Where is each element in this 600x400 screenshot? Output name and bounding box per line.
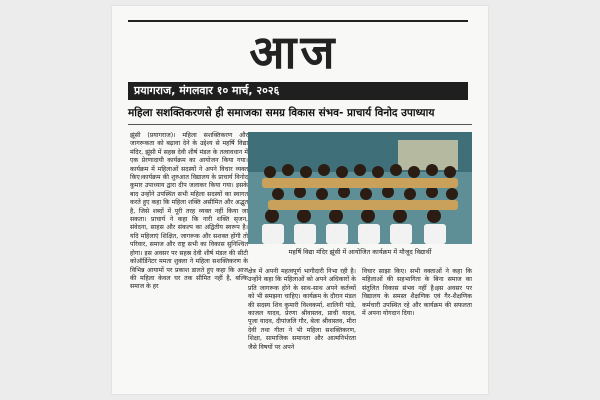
article-lead-column: झूंसी (प्रयागराज)। महिला सशक्तिकरण और जागरूकता को बढ़ावा देने के उद्देश्य से महर्षि विद्या मंदिर, झूंसी में सहस्र देवी शीर्ष मंडल के तत्वावधान में एक प्रेरणादायी कार्यक्रम का आयोजन किया गया। कार्यक्रम में महिलाओं सदस्यों ने अपने विचार व्यक्त किए।कार्यक्रम की शुरुआत विद्यालय के प्राचार्य विनोद कुमार उपाध्याय द्वारा दीप जलाकर किया गया। इसके बाद उन्होंने उपस्थित सभी महिला सदस्यों का स्वागत करते हुए कहा कि महिला शक्ति असीमित और अद्भुत है, जिसे शब्दों में पूरी तरह व्यक्त नहीं किया जा सकता। प्राचार्य ने कहा कि नारी शक्ति सृजन, संवेदना, साहस और संकल्प का अद्वितीय स्वरूप है। यदि महिलाएं शिक्षित, जागरूक और सशक्त होंगी तो परिवार, समाज और राष्ट्र सभी का विकास सुनिश्चित होगा। इस अवसर पर सहस्र देवी शीर्ष मंडल की सीटी कोऑर्डिनेटर ममता शुक्ला ने महिला सशक्तिकरण के विभिन्न आयामों पर प्रकाश डालते हुए कहा कि आज की महिला केवल घर तक सीमित नहीं है, बल्कि समाज के हर — [130, 132, 248, 291]
photo-caption: महर्षि विद्या मंदिर झूंसी में आयोजित कार्यक्रम में मौजूद विद्यार्थी — [288, 248, 432, 256]
students-group-image — [248, 132, 472, 244]
article-column-2: क्षेत्र में अपनी महत्वपूर्ण भागीदारी निभा रही है। उन्होंने कहा कि महिलाओं को अपने अधिकारों के प्रति जागरूक होने के साथ-साथ अपने कर्तव्यों को भी समझना चाहिए। कार्यक्रम के दौरान मंडल की सदस्य शिव कुमारी विश्वकर्मा, शालिनी पांडे, काजल यादव, प्रेरणा श्रीवास्तव, प्राची यादव, पूजा यादव, दीपांजलि गौर, बेला श्रीवास्तव, मीरा देवी तथा गीता ने भी महिला सशक्तिकरण, शिक्षा, सामाजिक समानता और आत्मनिर्भरता जैसे विषयों पर अपने — [248, 268, 356, 351]
masthead-title: आज — [249, 25, 339, 79]
top-rule — [128, 20, 468, 22]
headline-rule — [128, 124, 472, 125]
article-headline: महिला सशक्तिकरणसे ही समाजका समग्र विकास संभव- प्राचार्य विनोद उपाध्याय — [128, 107, 435, 119]
newspaper-clipping — [112, 6, 488, 394]
article-photo — [248, 132, 472, 244]
article-column-3: विचार साझा किए। सभी वक्ताओं ने कहा कि महिलाओं की सहभागिता के बिना समाज का संतुलित विकास संभव नहीं है।इस अवसर पर विद्यालय के समस्त शैक्षणिक एवं गैर-शैक्षणिक कर्मचारी उपस्थित रहे और कार्यक्रम की सफलता में अपना योगदान दिया। — [362, 268, 472, 318]
dateline-bar: प्रयागराज, मंगलवार १० मार्च, २०२६ — [128, 82, 468, 100]
